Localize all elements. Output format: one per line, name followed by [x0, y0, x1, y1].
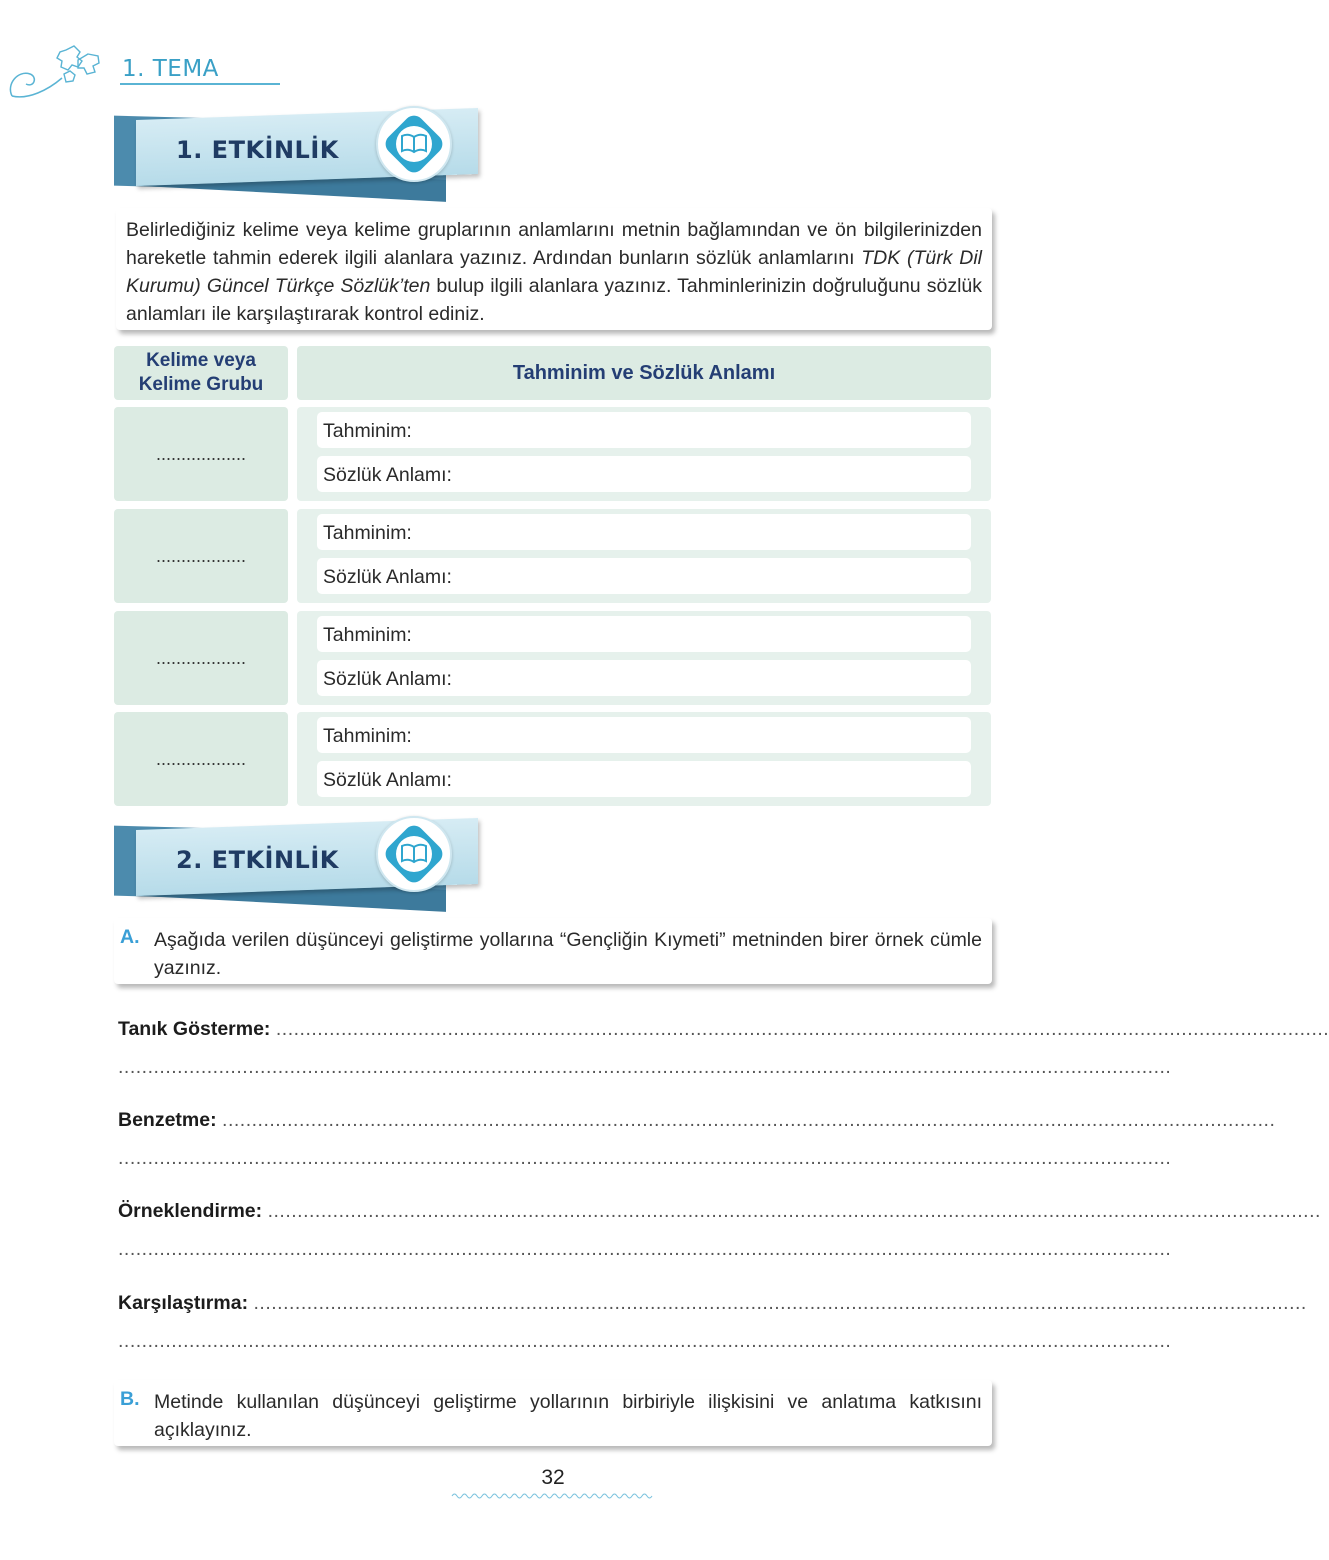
- part-b-text: Metinde kullanılan düşünceyi geliştirme yollarının birbiriyle ilişkisini ve anlatıma katkısını açıklayınız.: [154, 1391, 982, 1441]
- book-icon: [376, 816, 452, 892]
- word-cell[interactable]: ..................: [114, 509, 288, 603]
- theme-title: 1. TEMA: [122, 56, 219, 82]
- dotted-line: ..................................................................................................................................................................................: [118, 1056, 1172, 1078]
- guess-field[interactable]: Tahminim:: [317, 412, 971, 448]
- answer-line[interactable]: [118, 1330, 1172, 1353]
- table-row: [297, 509, 991, 603]
- word-cell[interactable]: ..................: [114, 611, 288, 705]
- table-header-word-line2: Kelime Grubu: [138, 374, 264, 395]
- dictionary-field[interactable]: Sözlük Anlamı:: [317, 558, 971, 594]
- dictionary-field[interactable]: Sözlük Anlamı:: [317, 456, 971, 492]
- instruction-italic: TDK (Türk Dil Kurumu) Güncel Türkçe Sözlük’ten: [126, 247, 982, 297]
- guess-field[interactable]: Tahminim:: [317, 616, 971, 652]
- table-row: [297, 407, 991, 501]
- activity-2-title: 2. ETKİNLİK: [176, 846, 339, 874]
- part-a-box: [114, 918, 992, 984]
- activity-2-banner: [114, 820, 494, 916]
- word-cell[interactable]: ..................: [114, 407, 288, 501]
- word-cell[interactable]: ..................: [114, 712, 288, 806]
- wave-divider: [452, 1492, 652, 1500]
- part-b-box: [114, 1380, 992, 1446]
- part-b-letter: B.: [120, 1388, 140, 1410]
- dotted-line: ..................................................................................................................................................................................: [118, 1238, 1172, 1260]
- table-row: [297, 712, 991, 806]
- dictionary-field[interactable]: Sözlük Anlamı:: [317, 660, 971, 696]
- part-a-text: Aşağıda verilen düşünceyi geliştirme yollarına “Gençliğin Kıymeti” metninden birer örnek cümle yazınız.: [154, 929, 982, 979]
- answer-line[interactable]: [118, 1056, 1172, 1079]
- answer-label: Benzetme:: [118, 1109, 217, 1131]
- dotted-line: ..................................................................................................................................................................................: [275, 1018, 1329, 1040]
- dotted-line: ..................................................................................................................................................................................: [118, 1147, 1172, 1169]
- answer-line[interactable]: [118, 1238, 1172, 1261]
- dotted-line: ..................................................................................................................................................................................: [253, 1292, 1307, 1314]
- dotted-line: ..................................................................................................................................................................................: [118, 1330, 1172, 1352]
- answer-label: Tanık Gösterme:: [118, 1018, 271, 1040]
- instruction-text-2: bulup ilgili alanlara yazınız. Tahminlerinizin doğruluğunu sözlük anlamları ile karşılaştırarak kontrol ediniz.: [126, 275, 983, 325]
- activity-1-instruction: [116, 208, 992, 330]
- guess-field[interactable]: Tahminim:: [317, 514, 971, 550]
- activity-1-title: 1. ETKİNLİK: [176, 136, 339, 164]
- part-a-letter: A.: [120, 926, 140, 948]
- book-icon: [376, 106, 452, 182]
- dictionary-field[interactable]: Sözlük Anlamı:: [317, 761, 971, 797]
- answer-label: Örneklendirme:: [118, 1200, 263, 1222]
- table-header-word-line1: Kelime veya: [146, 350, 256, 371]
- answer-benzetme[interactable]: [118, 1109, 1276, 1132]
- guess-field[interactable]: Tahminim:: [317, 717, 971, 753]
- instruction-text-1: Belirlediğiniz kelime veya kelime gruplarının anlamlarını metnin bağlamından ve ön bilgilerinizden hareketle tahmin ederek ilgili alanlara yazınız. Ardından bunların sözlük anlamlarını: [126, 219, 982, 269]
- answer-line[interactable]: [118, 1147, 1172, 1170]
- answer-tanik-gosterme[interactable]: [118, 1018, 1329, 1041]
- theme-underline: [120, 83, 280, 85]
- table-row: [297, 611, 991, 705]
- puzzle-swirl-icon: [8, 40, 128, 104]
- dotted-line: ..................................................................................................................................................................................: [267, 1200, 1321, 1222]
- page-number: 32: [541, 1466, 565, 1489]
- answer-orneklendirme[interactable]: [118, 1200, 1321, 1223]
- activity-1-banner: [114, 110, 494, 206]
- answer-karsilastirma[interactable]: [118, 1292, 1307, 1315]
- answer-label: Karşılaştırma:: [118, 1292, 249, 1314]
- table-header-word: [114, 346, 288, 400]
- dotted-line: ..................................................................................................................................................................................: [222, 1109, 1276, 1131]
- table-header-meaning: Tahminim ve Sözlük Anlamı: [297, 346, 991, 400]
